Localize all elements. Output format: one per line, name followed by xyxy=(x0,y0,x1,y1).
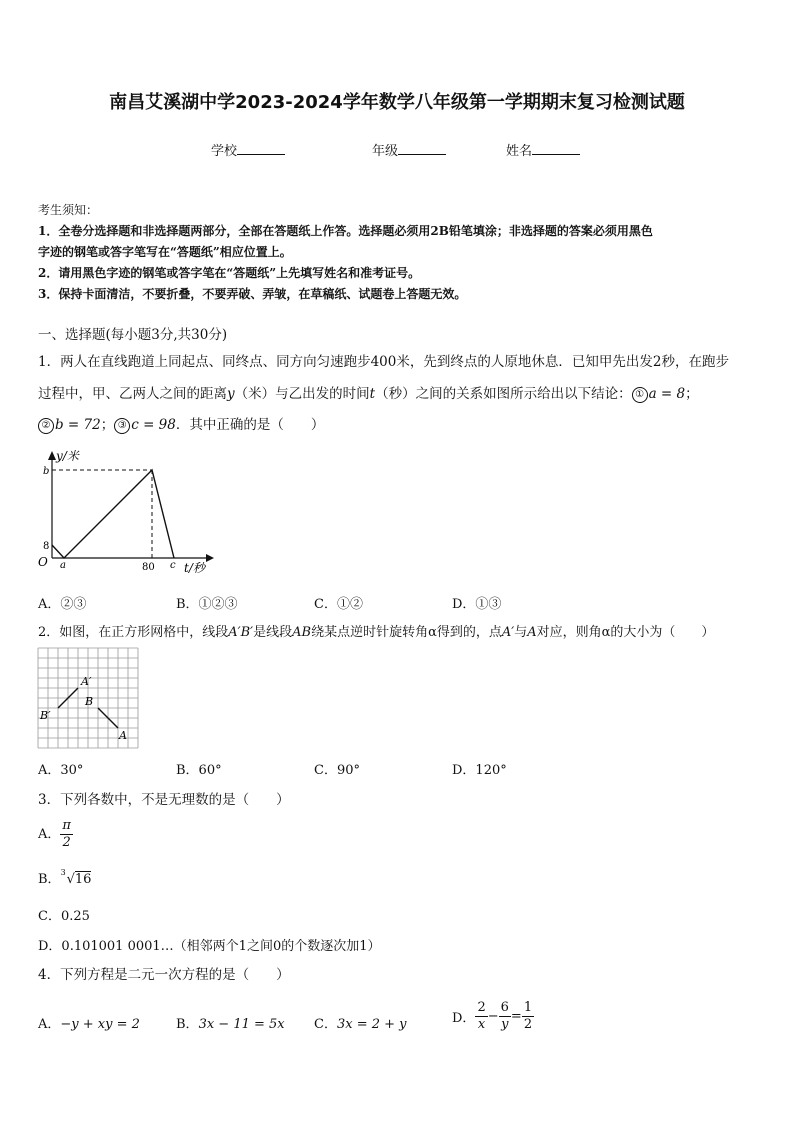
label-b-prime: B′ xyxy=(40,709,51,722)
conclusion-3-marker: ③ xyxy=(114,418,130,434)
q1-line1: 1．两人在直线跑道上同起点、同终点、同方向匀速跑步400米，先到终点的人原地休息．已知甲先出发2秒，在跑步 xyxy=(38,354,729,370)
school-field[interactable] xyxy=(211,140,285,159)
q1-option-a[interactable]: A．②③ xyxy=(38,597,87,612)
y-axis-arrow xyxy=(48,451,56,460)
q2-text: 2．如图，在正方形网格中，线段A′B′是线段AB绕某点逆时针旋转角α得到的，点A′与A对应，则角α的大小为（ ） xyxy=(38,625,715,640)
notice-item-1: 1．全卷分选择题和非选择题两部分，全部在答题纸上作答。选择题必须用2B铅笔填涂；非选择题的答案必须用黑色 xyxy=(38,224,653,238)
b-label: b xyxy=(43,466,50,477)
q3-text: 3．下列各数中，不是无理数的是（ ） xyxy=(38,792,290,808)
fraction-1-over-2: $\frac{1}{2}$ xyxy=(523,1000,533,1032)
a-label: a xyxy=(60,560,66,571)
conclusion-1-marker: ① xyxy=(632,387,648,403)
q1-option-b[interactable]: B．①②③ xyxy=(176,597,238,612)
name-label: 姓名 xyxy=(506,144,533,159)
q4-option-d[interactable]: D． $\frac{2}{x}$ − $\frac{6}{y}$ = $\frac{1}{2}$ xyxy=(452,1000,533,1032)
notice-heading: 考生须知： xyxy=(38,203,99,217)
q1-line3: ② b = 72； ③ c = 98．其中正确的是（ ） xyxy=(38,415,324,435)
pi-over-2-fraction: $\frac{\pi}{2}$ xyxy=(62,818,71,850)
school-blank[interactable] xyxy=(237,142,285,155)
q1-line2: 过程中，甲、乙两人之间的距离y（米）与乙出发的时间t（秒）之间的关系如图所示给出以下结论： ① a = 8； xyxy=(38,386,699,402)
name-blank[interactable] xyxy=(532,142,580,155)
q1-option-d[interactable]: D．①③ xyxy=(452,597,502,612)
q2-option-b[interactable]: B．60° xyxy=(176,763,222,778)
y-axis-label: y/米 xyxy=(56,449,79,463)
q4-option-c[interactable]: C．3x = 2 + y xyxy=(314,1017,407,1032)
q4-option-b[interactable]: B．3x − 11 = 5x xyxy=(176,1017,285,1032)
page-title: 南昌艾溪湖中学2023-2024学年数学八年级第一学期期末复习检测试题 xyxy=(109,92,685,113)
school-label: 学校 xyxy=(211,144,238,159)
q2-option-c[interactable]: C．90° xyxy=(314,763,360,778)
q1-option-c[interactable]: C．①② xyxy=(314,597,363,612)
q3-option-d[interactable]: D．0.101001 0001…（相邻两个1之间0的个数逐次加1） xyxy=(38,939,381,954)
q1-distance-time-graph xyxy=(34,446,224,582)
q2-option-a[interactable]: A．30° xyxy=(38,763,84,778)
c-label: c xyxy=(170,560,176,571)
grade-blank[interactable] xyxy=(398,142,446,155)
conclusion-2-marker: ② xyxy=(38,418,54,434)
label-a: A xyxy=(119,729,127,742)
q2-square-grid xyxy=(37,647,141,749)
origin-label: O xyxy=(38,555,48,569)
x-axis-arrow xyxy=(206,554,214,562)
label-a-prime: A′ xyxy=(81,675,92,688)
notice-item-2: 2．请用黑色字迹的钢笔或答字笔在“答题纸”上先填写姓名和准考证号。 xyxy=(38,266,421,280)
notice-item-3: 3．保持卡面清洁，不要折叠，不要弄破、弄皱，在草稿纸、试题卷上答题无效。 xyxy=(38,287,467,301)
fraction-6-over-y: $\frac{6}{y}$ xyxy=(500,1000,509,1032)
t80-label: 80 xyxy=(142,562,155,573)
q4-text: 4．下列方程是二元一次方程的是（ ） xyxy=(38,967,290,983)
section-heading: 一、选择题(每小题3分,共30分) xyxy=(38,327,228,343)
label-b: B xyxy=(85,695,94,708)
name-field[interactable] xyxy=(506,140,580,159)
q3-option-c[interactable]: C．0.25 xyxy=(38,909,90,924)
x-axis-label: t/秒 xyxy=(184,561,205,575)
fraction-2-over-x: $\frac{2}{x}$ xyxy=(477,1000,486,1032)
q2-option-d[interactable]: D．120° xyxy=(452,763,507,778)
distance-curve xyxy=(52,470,174,558)
q3-option-b[interactable]: B． 3 √16 xyxy=(38,868,92,887)
cube-root-16: 3 √16 xyxy=(60,868,92,887)
grade-field[interactable] xyxy=(372,140,446,159)
eight-label: 8 xyxy=(43,541,50,552)
q4-option-a[interactable]: A．−y + xy = 2 xyxy=(38,1017,140,1032)
grade-label: 年级 xyxy=(372,144,399,159)
q3-option-a[interactable]: A． $\frac{\pi}{2}$ xyxy=(38,818,71,850)
notice-item-1-cont: 字迹的钢笔或答字笔写在“答题纸”相应位置上。 xyxy=(38,245,292,259)
